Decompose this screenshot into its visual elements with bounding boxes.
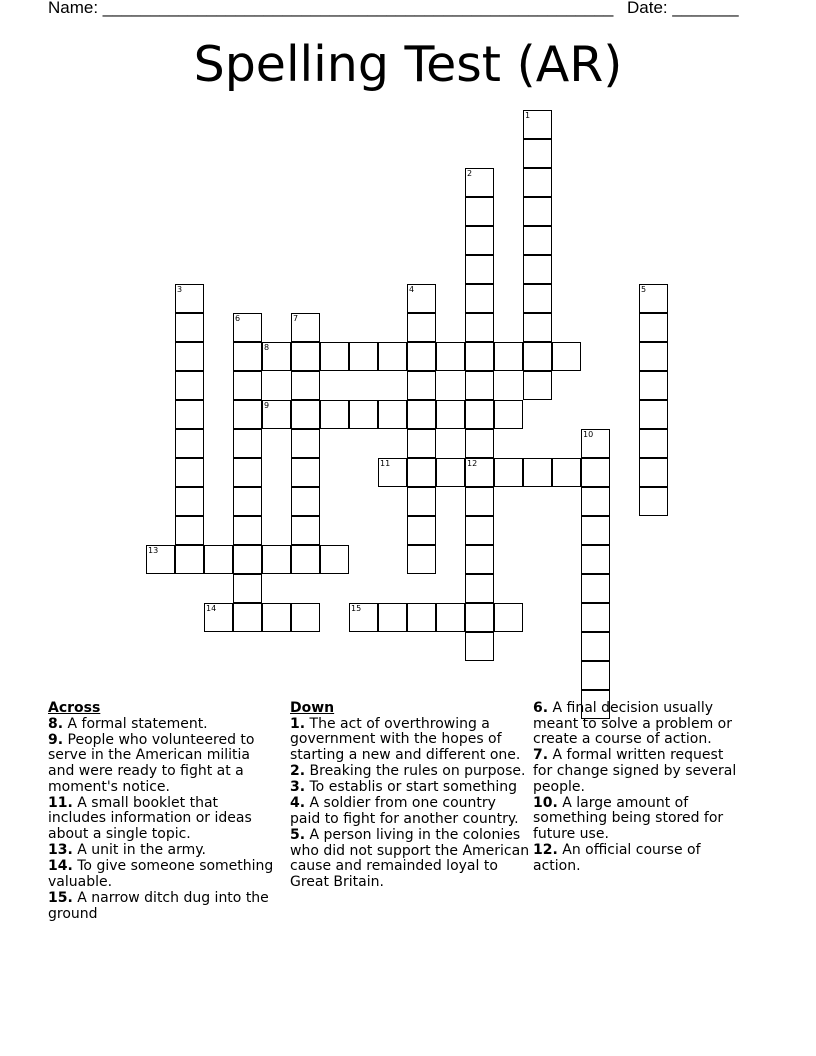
clue: [48, 717, 280, 733]
grid-cell[interactable]: [233, 342, 262, 371]
grid-cell[interactable]: [465, 574, 494, 603]
clue-text: A narrow ditch dug into the ground: [48, 890, 269, 922]
clue-text: A person living in the colonies who did not support the American cause and remainded loyal to Great Britain.: [290, 827, 530, 890]
grid-cell[interactable]: [494, 342, 523, 371]
grid-cell[interactable]: [407, 284, 436, 313]
grid-cell[interactable]: [581, 458, 610, 487]
grid-cell[interactable]: [465, 516, 494, 545]
grid-cell[interactable]: [349, 603, 378, 632]
grid-cell[interactable]: [523, 168, 552, 197]
name-field[interactable]: Name: ______________________________________________________: [48, 0, 614, 17]
clue-number: 11: [380, 459, 391, 468]
clue-number: 15.: [48, 890, 73, 907]
grid-cell[interactable]: [523, 197, 552, 226]
clue-text: The act of overthrowing a government with the hopes of starting a new and different one.: [290, 715, 521, 763]
grid-cell[interactable]: [465, 429, 494, 458]
clue-number: 1.: [290, 715, 306, 732]
grid-cell[interactable]: [465, 168, 494, 197]
clue: [48, 859, 280, 890]
grid-cell[interactable]: [291, 313, 320, 342]
clue-number: 2.: [290, 762, 306, 779]
grid-cell[interactable]: [175, 516, 204, 545]
grid-cell[interactable]: [233, 313, 262, 342]
grid-cell[interactable]: [436, 400, 465, 429]
clue-text: A final decision usually meant to solve a problem or create a course of action.: [533, 700, 732, 748]
grid-cell[interactable]: [291, 487, 320, 516]
grid-cell[interactable]: [320, 400, 349, 429]
grid-cell[interactable]: [175, 429, 204, 458]
grid-cell[interactable]: [407, 400, 436, 429]
grid-cell[interactable]: [175, 545, 204, 574]
grid-cell[interactable]: [204, 545, 233, 574]
clue-number: 5: [641, 285, 647, 294]
clue-text: A small booklet that includes information or ideas about a single topic.: [48, 794, 252, 842]
grid-cell[interactable]: [552, 342, 581, 371]
clue: [533, 796, 743, 843]
clue-number: 15: [351, 604, 362, 613]
grid-cell[interactable]: [262, 400, 291, 429]
clue-number: 5.: [290, 827, 306, 844]
clue-text: To give someone something valuable.: [48, 858, 274, 890]
grid-cell[interactable]: [552, 458, 581, 487]
grid-cell[interactable]: [262, 545, 291, 574]
grid-cell[interactable]: [378, 603, 407, 632]
grid-cell[interactable]: [494, 603, 523, 632]
grid-cell[interactable]: [175, 371, 204, 400]
grid-cell[interactable]: [581, 603, 610, 632]
grid-cell[interactable]: [233, 545, 262, 574]
grid-cell[interactable]: [581, 632, 610, 661]
grid-cell[interactable]: [407, 371, 436, 400]
grid-cell[interactable]: [465, 487, 494, 516]
grid-cell[interactable]: [523, 458, 552, 487]
grid-cell[interactable]: [291, 603, 320, 632]
clue-number: 6: [235, 314, 241, 323]
grid-cell[interactable]: [407, 487, 436, 516]
grid-cell[interactable]: [465, 371, 494, 400]
clue-number: 12.: [533, 842, 558, 859]
grid-cell[interactable]: [175, 458, 204, 487]
clue-number: 3.: [290, 779, 306, 796]
grid-cell[interactable]: [407, 545, 436, 574]
clue-number: 6.: [533, 700, 549, 716]
clue-number: 7.: [533, 747, 549, 764]
grid-cell[interactable]: [378, 342, 407, 371]
grid-cell[interactable]: [291, 400, 320, 429]
grid-cell[interactable]: [291, 516, 320, 545]
grid-cell[interactable]: [465, 342, 494, 371]
grid-cell[interactable]: [233, 487, 262, 516]
clue-text: People who volunteered to serve in the American militia and were ready to fight at a moment's notice.: [48, 731, 255, 795]
grid-cell[interactable]: [581, 516, 610, 545]
grid-cell[interactable]: [581, 574, 610, 603]
grid-cell[interactable]: [204, 603, 233, 632]
grid-cell[interactable]: [639, 342, 668, 371]
clue-number: 3: [177, 285, 183, 294]
across-clues: [48, 701, 280, 923]
grid-cell[interactable]: [175, 487, 204, 516]
clue: [48, 891, 280, 922]
grid-cell[interactable]: [175, 313, 204, 342]
grid-cell[interactable]: [494, 458, 523, 487]
across-heading: Across: [48, 700, 101, 716]
clue-number: 13.: [48, 842, 73, 859]
clue-number: 11.: [48, 794, 73, 811]
grid-cell[interactable]: [523, 255, 552, 284]
clue: [290, 828, 530, 890]
grid-cell[interactable]: [233, 429, 262, 458]
grid-cell[interactable]: [465, 313, 494, 342]
grid-cell[interactable]: [407, 342, 436, 371]
clue-number: 4.: [290, 795, 306, 812]
grid-cell[interactable]: [494, 400, 523, 429]
clue-number: 13: [148, 546, 159, 555]
grid-cell[interactable]: [465, 255, 494, 284]
grid-cell[interactable]: [523, 371, 552, 400]
grid-cell[interactable]: [407, 429, 436, 458]
grid-cell[interactable]: [291, 458, 320, 487]
grid-cell[interactable]: [639, 284, 668, 313]
clue: [48, 843, 280, 859]
grid-cell[interactable]: [291, 342, 320, 371]
clue: [533, 748, 743, 795]
clue: [290, 780, 530, 796]
grid-cell[interactable]: [639, 429, 668, 458]
grid-cell[interactable]: [436, 342, 465, 371]
grid-cell[interactable]: [465, 284, 494, 313]
grid-cell[interactable]: [465, 400, 494, 429]
grid-cell[interactable]: [639, 487, 668, 516]
grid-cell[interactable]: [233, 458, 262, 487]
grid-cell[interactable]: [639, 400, 668, 429]
grid-cell[interactable]: [465, 458, 494, 487]
clue: [533, 843, 743, 874]
grid-cell[interactable]: [523, 110, 552, 139]
clue: [290, 764, 530, 780]
grid-cell[interactable]: [233, 574, 262, 603]
clue-text: A unit in the army.: [72, 842, 206, 859]
grid-cell[interactable]: [146, 545, 175, 574]
clue-number: 8: [264, 343, 270, 352]
clue: [290, 717, 530, 764]
grid-cell[interactable]: [639, 313, 668, 342]
grid-cell[interactable]: [465, 545, 494, 574]
grid-cell[interactable]: [349, 400, 378, 429]
down-heading: Down: [290, 700, 335, 716]
grid-cell[interactable]: [233, 516, 262, 545]
grid-cell[interactable]: [436, 458, 465, 487]
grid-cell[interactable]: [175, 400, 204, 429]
clue-text: A large amount of something being stored for future use.: [533, 794, 724, 842]
grid-cell[interactable]: [523, 226, 552, 255]
clue-number: 12: [467, 459, 478, 468]
clue-text: Breaking the rules on purpose.: [305, 762, 526, 779]
grid-cell[interactable]: [523, 139, 552, 168]
grid-cell[interactable]: [262, 342, 291, 371]
grid-cell[interactable]: [407, 458, 436, 487]
clue: [533, 701, 743, 748]
grid-cell[interactable]: [320, 342, 349, 371]
clue-number: 8.: [48, 715, 64, 732]
grid-cell[interactable]: [407, 603, 436, 632]
grid-cell[interactable]: [465, 226, 494, 255]
down-clues: [290, 701, 530, 891]
grid-cell[interactable]: [523, 342, 552, 371]
grid-cell[interactable]: [175, 284, 204, 313]
grid-cell[interactable]: [320, 545, 349, 574]
grid-cell[interactable]: [581, 661, 610, 690]
grid-cell[interactable]: [581, 429, 610, 458]
grid-cell[interactable]: [523, 313, 552, 342]
clue: [48, 733, 280, 795]
grid-cell[interactable]: [465, 632, 494, 661]
clue-number: 14: [206, 604, 217, 613]
clue-text: A soldier from one country paid to fight for another country.: [290, 795, 519, 827]
clue: [48, 796, 280, 843]
grid-cell[interactable]: [436, 603, 465, 632]
grid-cell[interactable]: [262, 603, 291, 632]
clue-number: 1: [525, 111, 531, 120]
grid-cell[interactable]: [378, 400, 407, 429]
grid-cell[interactable]: [407, 313, 436, 342]
grid-cell[interactable]: [581, 487, 610, 516]
grid-cell[interactable]: [291, 429, 320, 458]
grid-cell[interactable]: [233, 603, 262, 632]
grid-cell[interactable]: [175, 342, 204, 371]
grid-cell[interactable]: [378, 458, 407, 487]
grid-cell[interactable]: [639, 458, 668, 487]
clue-number: 9.: [48, 731, 64, 748]
grid-cell[interactable]: [581, 545, 610, 574]
grid-cell[interactable]: [465, 603, 494, 632]
clue-text: To establis or start something: [305, 779, 518, 796]
page-title: Spelling Test (AR): [193, 36, 623, 93]
clue-number: 9: [264, 401, 270, 410]
clue-text: A formal statement.: [63, 715, 208, 732]
date-field[interactable]: Date: _______: [627, 0, 739, 17]
grid-cell[interactable]: [465, 197, 494, 226]
grid-cell[interactable]: [349, 342, 378, 371]
clue: [290, 796, 530, 827]
grid-cell[interactable]: [523, 284, 552, 313]
clue-number: 10: [583, 430, 594, 439]
clue-number: 7: [293, 314, 299, 323]
down-clues-continued: [533, 701, 743, 875]
clue-number: 2: [467, 169, 473, 178]
clue-number: 14.: [48, 858, 73, 875]
clue-text: A formal written request for change signed by several people.: [533, 747, 737, 795]
grid-cell[interactable]: [233, 371, 262, 400]
clue-number: 10.: [533, 794, 558, 811]
clue-text: An official course of action.: [533, 842, 701, 874]
grid-cell[interactable]: [233, 400, 262, 429]
clue-number: 4: [409, 285, 415, 294]
grid-cell[interactable]: [291, 545, 320, 574]
grid-cell[interactable]: [291, 371, 320, 400]
grid-cell[interactable]: [639, 371, 668, 400]
grid-cell[interactable]: [407, 516, 436, 545]
